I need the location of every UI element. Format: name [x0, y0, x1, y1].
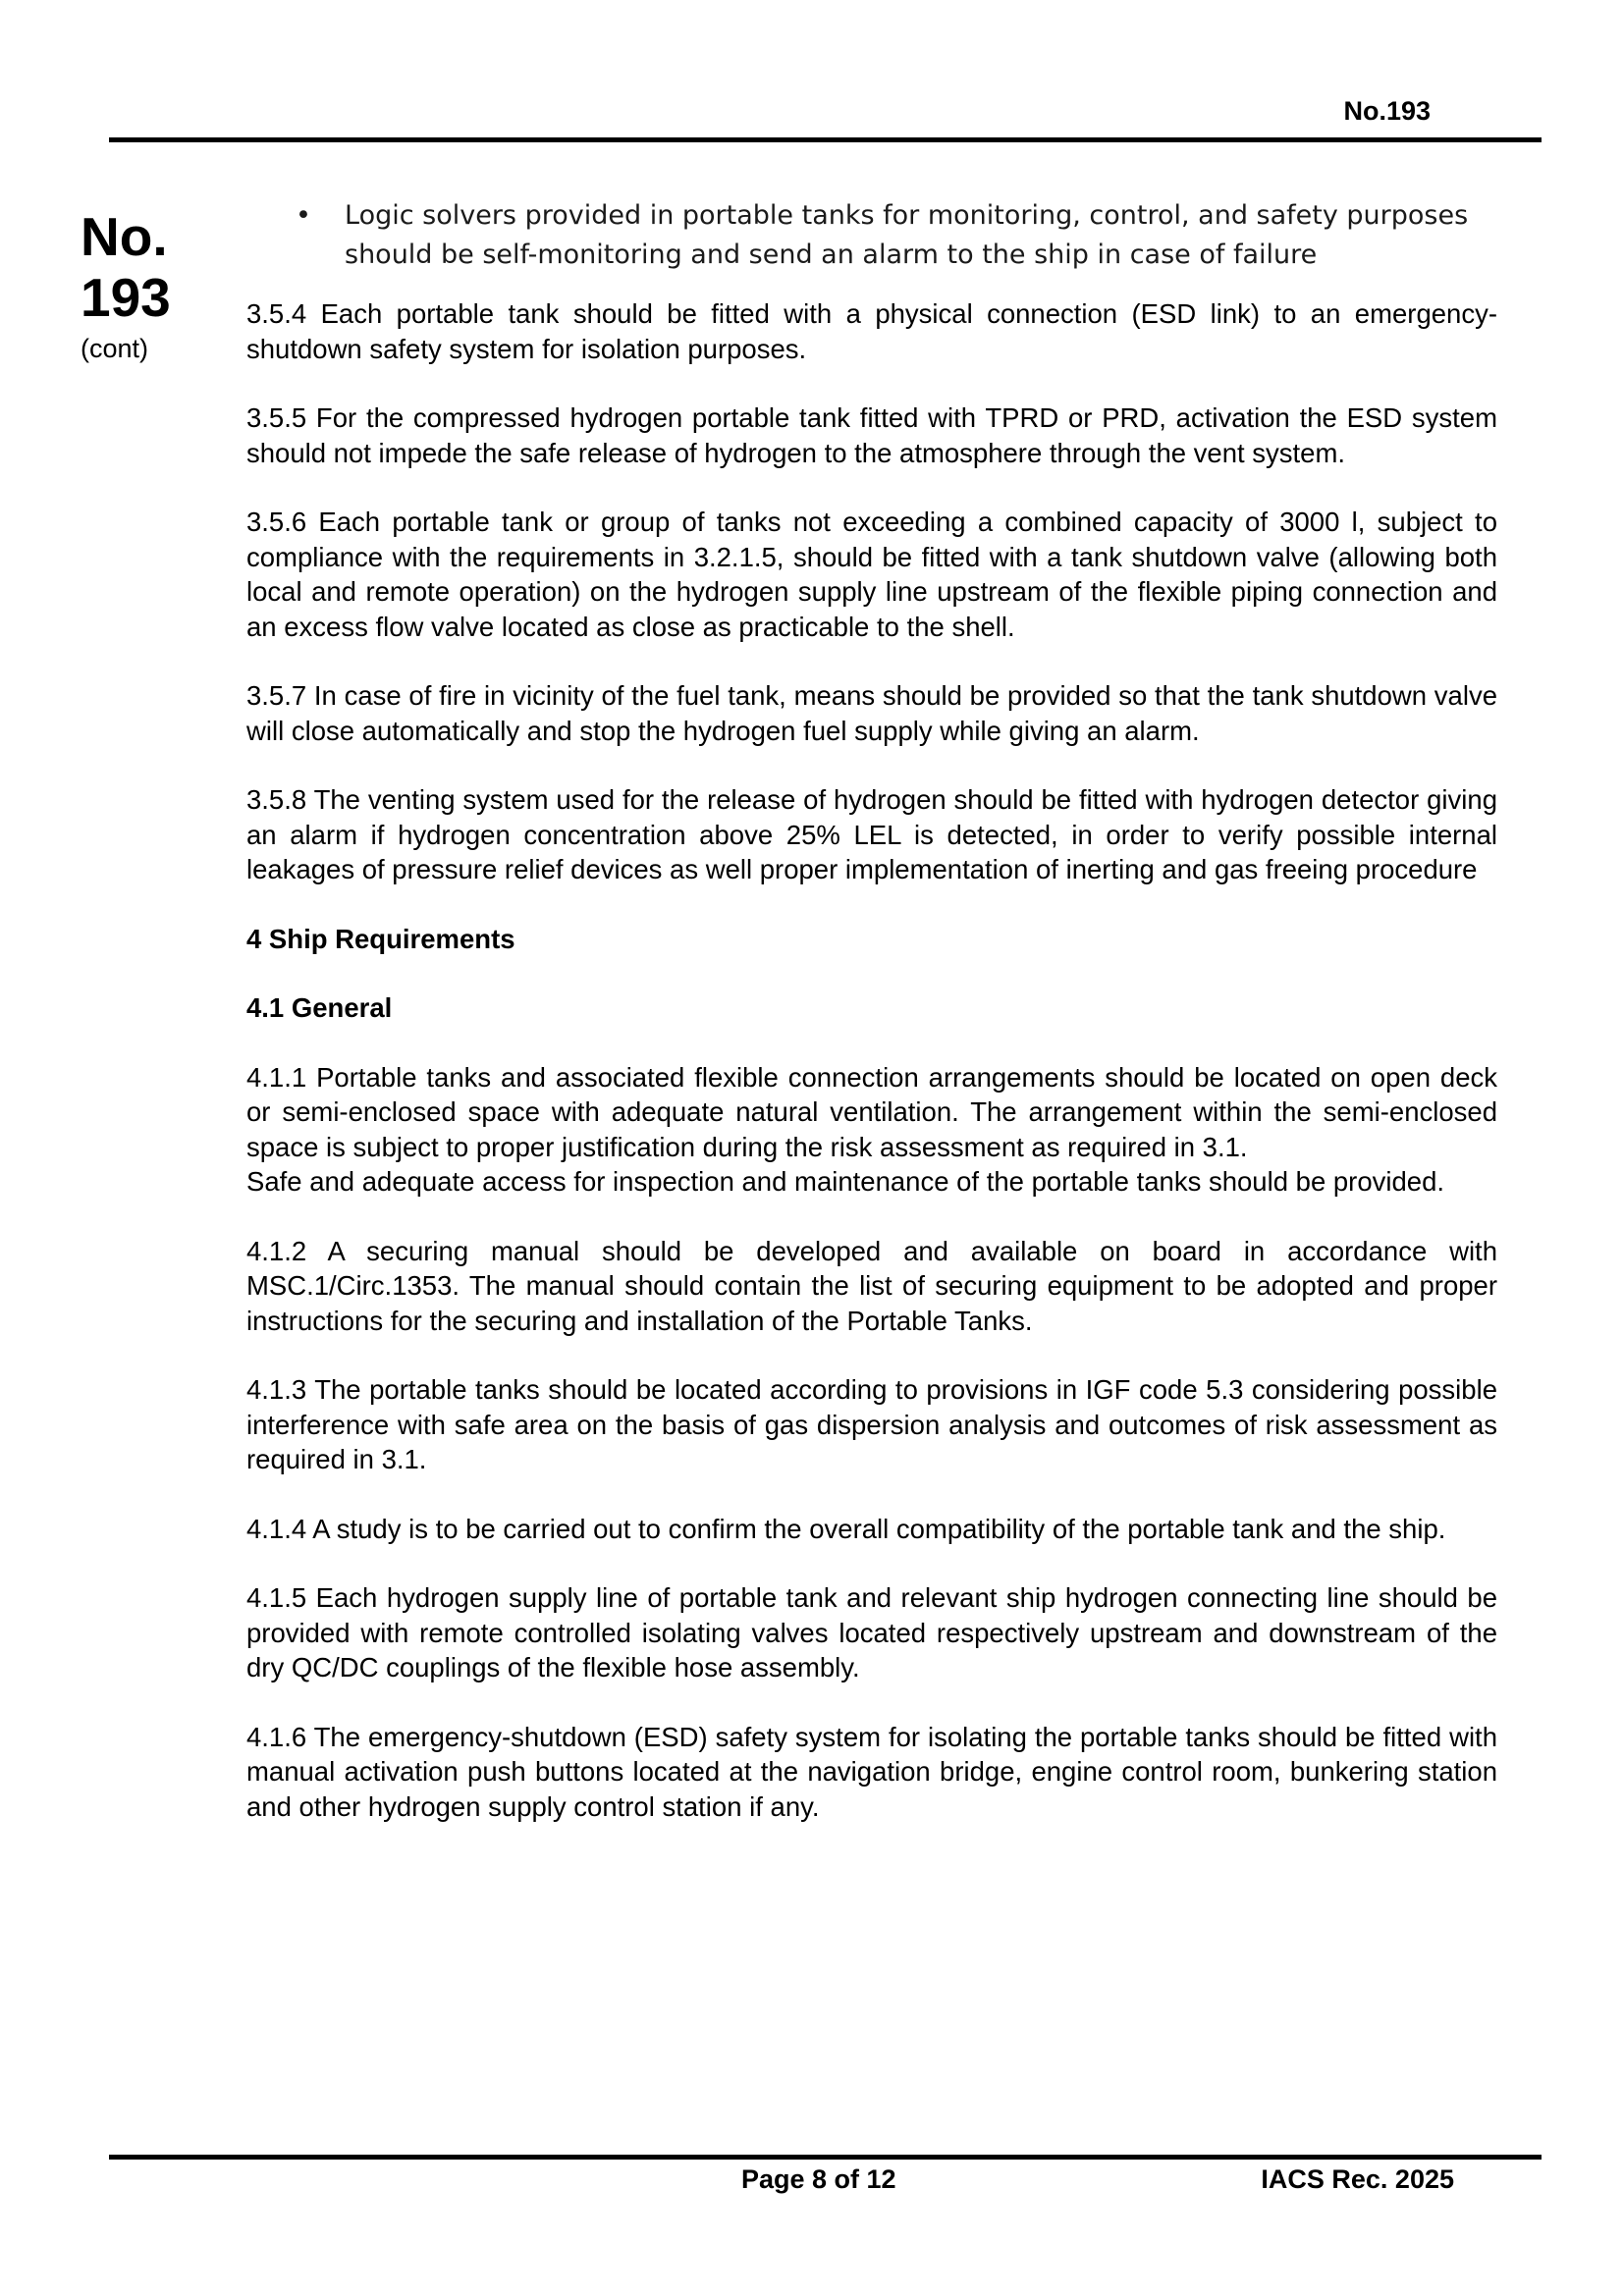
side-recommendation-number [81, 206, 171, 328]
paragraph-4-1-2: 4.1.2 A securing manual should be developed and available on board in accordance with MSC.1/Circ.1353. The manual should contain the list of securing equipment to be adopted and proper instructions for the securing and installation of the Portable Tanks. [246, 1235, 1497, 1336]
paragraph-3-5-7: 3.5.7 In case of fire in vicinity of the fuel tank, means should be provided so that the tank shutdown valve will close automatically and stop the hydrogen fuel supply while giving an alarm. [246, 680, 1497, 746]
footer-recommendation: IACS Rec. 2025 [1261, 2164, 1454, 2194]
heading-section-4-1: 4.1 General [246, 992, 393, 1023]
paragraph-4-1-1-main: 4.1.1 Portable tanks and associated flexible connection arrangements should be located on open deck or semi-enclosed space with adequate natural ventilation. The arrangement within the semi-enclosed space is subject to proper justification during the risk assessment as required in 3.1. [246, 1061, 1497, 1162]
document-body [246, 196, 1497, 1858]
header-reference: No.193 [1343, 96, 1431, 126]
bullet-dot-icon: • [296, 200, 311, 231]
bullet-item [246, 196, 1497, 275]
side-no-label: No. [81, 206, 168, 267]
paragraph-3-5-4: 3.5.4 Each portable tank should be fitted with a physical connection (ESD link) to an emergency-shutdown safety system for isolation purposes. [246, 298, 1497, 364]
side-no-value: 193 [81, 267, 171, 328]
footer-rule [109, 2155, 1542, 2160]
paragraph-4-1-4: 4.1.4 A study is to be carried out to confirm the overall compatibility of the portable tank and the ship. [246, 1513, 1446, 1544]
paragraph-3-5-6: 3.5.6 Each portable tank or group of tanks not exceeding a combined capacity of 3000 l, subject to compliance with the requirements in 3.2.1.5, should be fitted with a tank shutdown valve (allowing both local and remote operation) on the hydrogen supply line upstream of the flexible piping connection and an excess flow valve located as close as practicable to the shell. [246, 507, 1497, 642]
paragraph-4-1-1 [246, 1060, 1497, 1200]
heading-section-4: 4 Ship Requirements [246, 923, 515, 954]
side-continued-label: (cont) [81, 334, 149, 363]
paragraph-4-1-6: 4.1.6 The emergency-shutdown (ESD) safety system for isolating the portable tanks should be fitted with manual activation push buttons located at the navigation bridge, engine control room, bunkering station and other hydrogen supply control station if any. [246, 1721, 1497, 1822]
header-rule [109, 137, 1542, 142]
page-number: Page 8 of 12 [741, 2164, 896, 2194]
paragraph-3-5-8: 3.5.8 The venting system used for the release of hydrogen should be fitted with hydrogen detector giving an alarm if hydrogen concentration above 25% LEL is detected, in order to verify possible internal leakages of pressure relief devices as well proper implementation of inerting and gas freeing procedure [246, 784, 1497, 884]
paragraph-4-1-3: 4.1.3 The portable tanks should be located according to provisions in IGF code 5.3 considering possible interference with safe area on the basis of gas dispersion analysis and outcomes of risk assessment as required in 3.1. [246, 1374, 1497, 1474]
paragraph-3-5-5: 3.5.5 For the compressed hydrogen portable tank fitted with TPRD or PRD, activation the ESD system should not impede the safe release of hydrogen to the atmosphere through the vent system. [246, 402, 1497, 468]
paragraph-4-1-1-access: Safe and adequate access for inspection and maintenance of the portable tanks should be provided. [246, 1166, 1445, 1197]
bullet-text: Logic solvers provided in portable tanks for monitoring, control, and safety purposes should be self-monitoring and send an alarm to the ship in case of failure [345, 200, 1469, 270]
paragraph-4-1-5: 4.1.5 Each hydrogen supply line of portable tank and relevant ship hydrogen connecting line should be provided with remote controlled isolating valves located respectively upstream and downstream of the dry QC/DC couplings of the flexible hose assembly. [246, 1582, 1497, 1682]
